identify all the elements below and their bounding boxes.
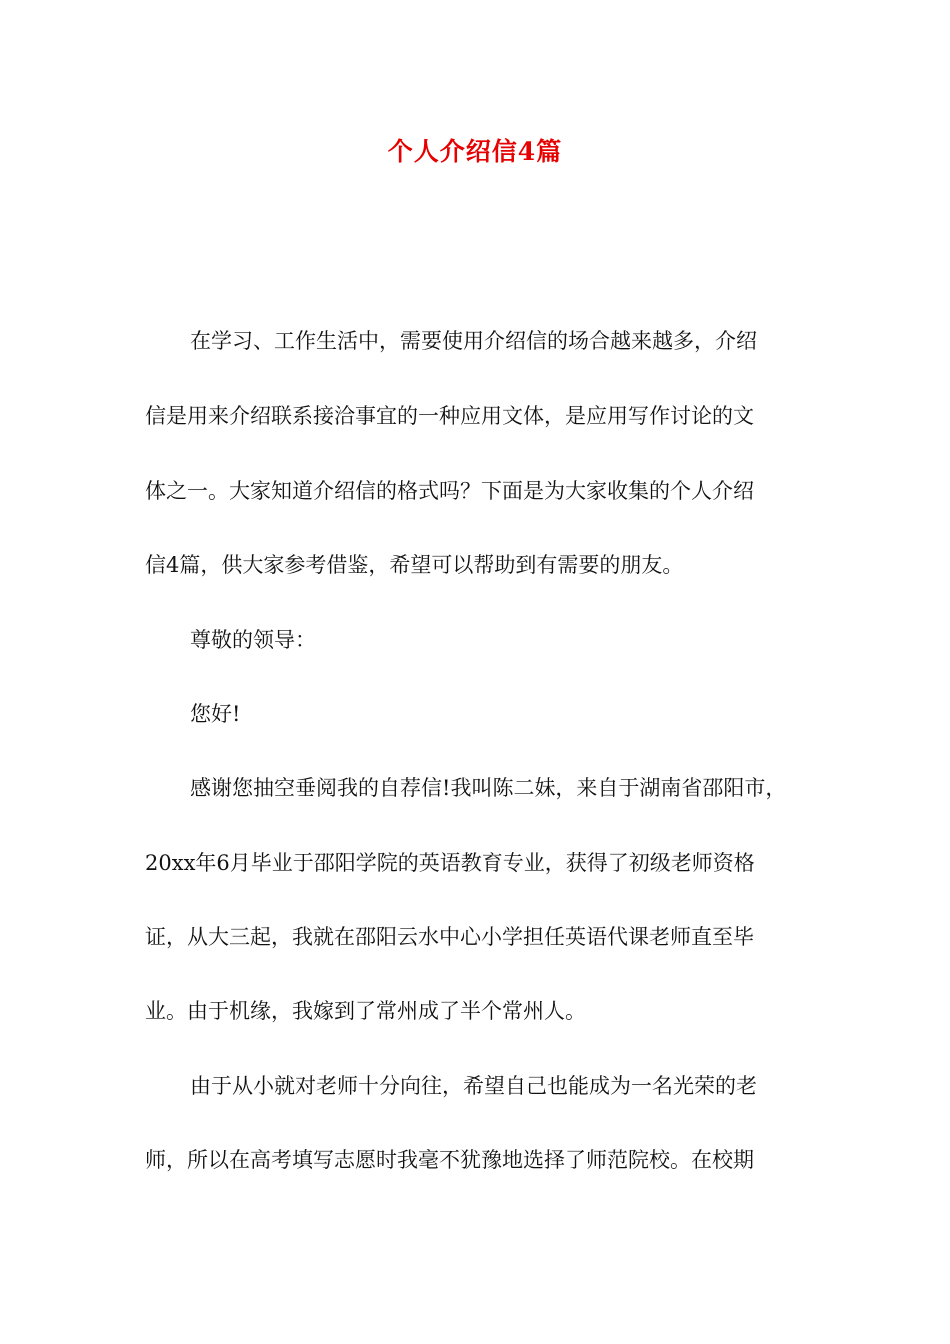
document-title: 个人介绍信4篇 xyxy=(387,137,563,166)
paragraph-line: 20xx年6月毕业于邵阳学院的英语教育专业，获得了初级老师资格 xyxy=(145,851,755,875)
paragraph-line: 由于从小就对老师十分向往，希望自己也能成为一名光荣的老 xyxy=(190,1074,757,1098)
paragraph-line: 感谢您抽空垂阅我的自荐信!我叫陈二妹，来自于湖南省邵阳市， xyxy=(190,776,787,800)
paragraph-line: 体之一。大家知道介绍信的格式吗？下面是为大家收集的个人介绍 xyxy=(145,479,754,503)
paragraph-line: 证，从大三起，我就在邵阳云水中心小学担任英语代课老师直至毕 xyxy=(145,925,754,949)
paragraph-line: 信是用来介绍联系接洽事宜的一种应用文体，是应用写作讨论的文 xyxy=(145,404,754,428)
paragraph-line: 在学习、工作生活中，需要使用介绍信的场合越来越多，介绍 xyxy=(190,329,757,353)
greeting: 您好! xyxy=(190,702,241,726)
salutation: 尊敬的领导： xyxy=(190,628,316,652)
paragraph-line: 信4篇，供大家参考借鉴，希望可以帮助到有需要的朋友。 xyxy=(145,553,684,577)
paragraph-line: 师，所以在高考填写志愿时我毫不犹豫地选择了师范院校。在校期 xyxy=(145,1148,754,1172)
paragraph-line: 业。由于机缘，我嫁到了常州成了半个常州人。 xyxy=(145,999,586,1023)
